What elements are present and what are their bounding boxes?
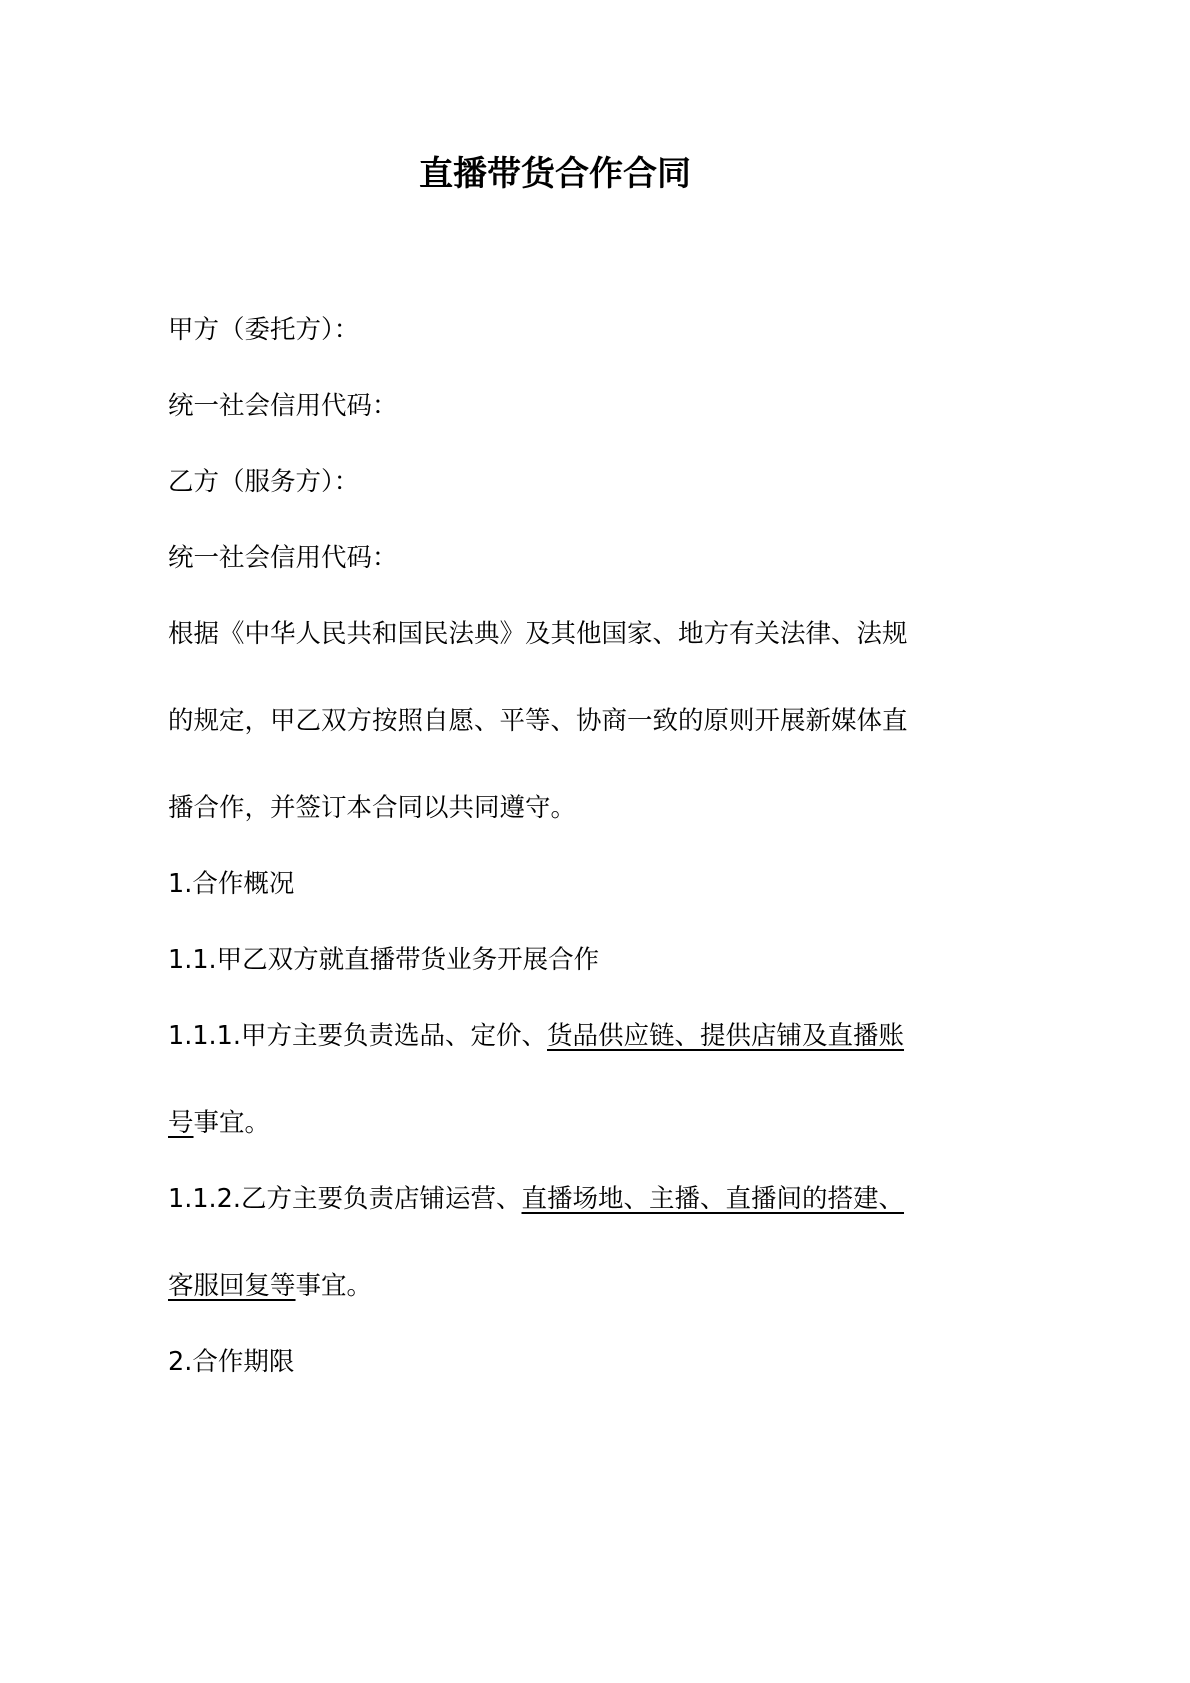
preamble-line: 根据《中华人民共和国民法典》及其他国家、地方有关法律、法规 bbox=[168, 619, 908, 649]
clause-line bbox=[168, 1085, 948, 1161]
preamble-line: 播合作，并签订本合同以共同遵守。 bbox=[168, 793, 577, 823]
document-title: 直播带货合作合同 bbox=[419, 154, 691, 194]
underlined-text: 货品供应链、提供店铺及直播账 bbox=[547, 1021, 905, 1051]
clause-line bbox=[168, 1248, 948, 1324]
clause-1-1-1 bbox=[168, 998, 948, 1161]
party-a bbox=[168, 292, 948, 368]
clause-1-1-2 bbox=[168, 1161, 948, 1324]
section-1-heading bbox=[168, 846, 948, 922]
clause-line bbox=[168, 1161, 948, 1248]
underlined-text: 客服回复等 bbox=[168, 1271, 296, 1301]
clause-1-1 bbox=[168, 922, 948, 998]
party-a-label: 甲方（委托方）： bbox=[168, 315, 360, 345]
underlined-text: 直播场地、主播、直播间的搭建、 bbox=[521, 1184, 905, 1214]
party-a-credit-code bbox=[168, 368, 948, 444]
party-b-credit-code bbox=[168, 520, 948, 596]
clause-text: 事宜。 bbox=[295, 1271, 373, 1301]
preamble-line: 的规定，甲乙双方按照自愿、平等、协商一致的原则开展新媒体直 bbox=[168, 706, 908, 736]
section-heading: 1.合作概况 bbox=[168, 869, 295, 899]
clause-text: 1.1.1.甲方主要负责选品、定价、 bbox=[168, 1021, 547, 1051]
section-heading: 2.合作期限 bbox=[168, 1347, 295, 1377]
clause-text: 事宜。 bbox=[193, 1108, 271, 1138]
clause-text: 1.1.甲乙双方就直播带货业务开展合作 bbox=[168, 945, 600, 975]
document-body bbox=[168, 292, 948, 1400]
party-a-credit-code-label: 统一社会信用代码： bbox=[168, 391, 398, 421]
party-b-credit-code-label: 统一社会信用代码： bbox=[168, 543, 398, 573]
clause-line bbox=[168, 998, 948, 1085]
preamble bbox=[168, 596, 948, 846]
clause-text: 1.1.2.乙方主要负责店铺运营、 bbox=[168, 1184, 522, 1214]
party-b bbox=[168, 444, 948, 520]
underlined-text: 号 bbox=[168, 1108, 194, 1138]
party-b-label: 乙方（服务方）： bbox=[168, 467, 360, 497]
section-2-heading bbox=[168, 1324, 948, 1400]
